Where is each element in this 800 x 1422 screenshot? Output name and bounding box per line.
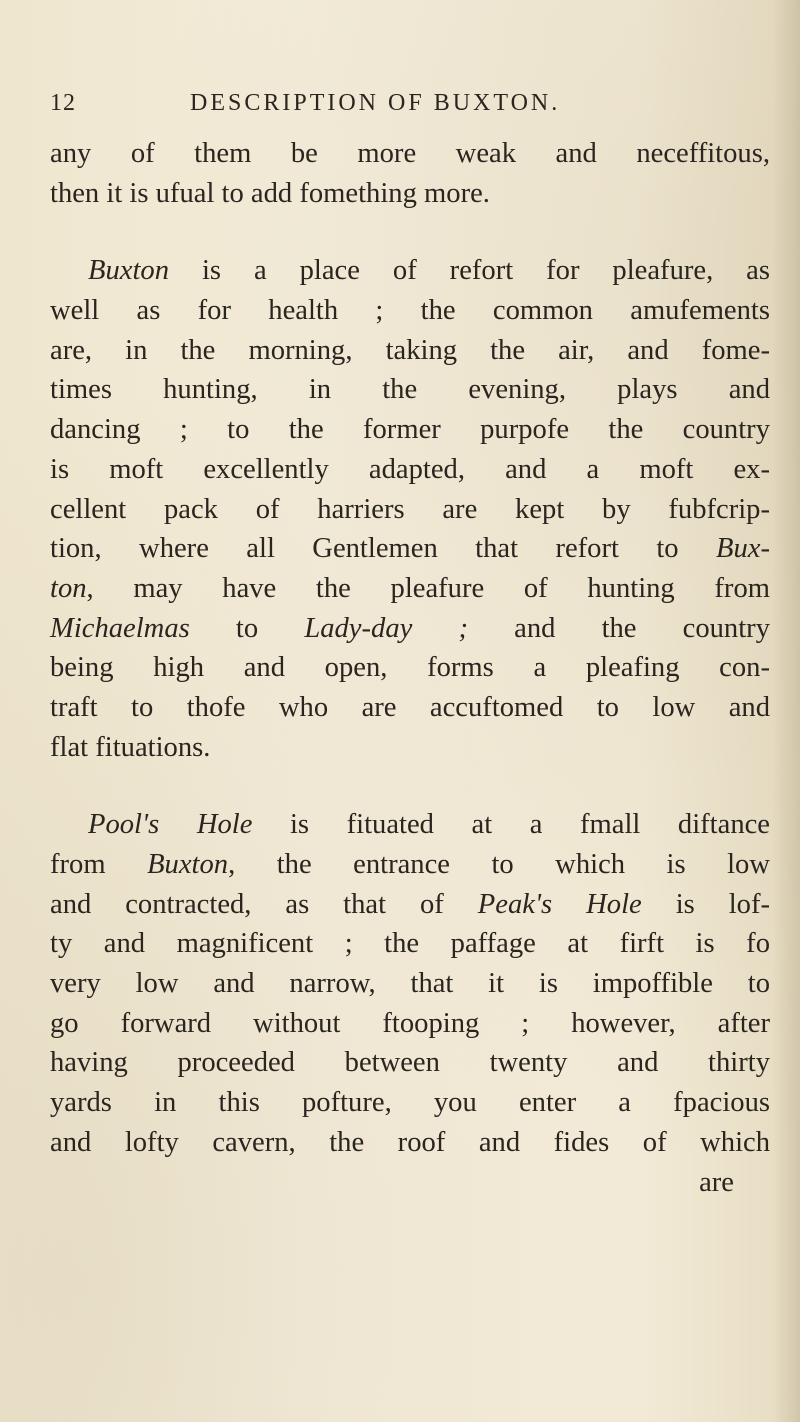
text-line: Pool's Hole is fituated at a fmall diftance [88,809,770,841]
page-number: 12 [50,90,76,116]
text-line: go forward without ftooping ; however, after [50,1007,770,1039]
text-line: traft to thofe who are accuftomed to low and [50,691,770,723]
text-line: ty and magnificent ; the paffage at firft is fo [50,928,770,960]
running-head: DESCRIPTION OF BUXTON. [190,90,561,116]
catchword: are [699,1166,734,1198]
text-line: well as for health ; the common amufements [50,295,770,327]
paragraph-3 [50,805,770,1162]
italic-text: Pool's Hole [88,809,253,841]
italic-text: Bux- [716,533,770,565]
text-line: flat fituations. [50,731,211,763]
text-line: having proceeded between twenty and thirty [50,1047,770,1079]
text-line: are, in the morning, taking the air, and fome- [50,334,770,366]
text-line: being high and open, forms a pleafing con- [50,652,770,684]
text-line: from Buxton, the entrance to which is low [50,849,770,880]
page-edge-shadow [772,0,800,1422]
text-line: then it is ufual to add fomething more. [50,177,490,209]
text-line: and contracted, as that of Peak's Hole is lof- [50,888,771,920]
italic-text: ton [50,572,87,604]
text-line: tion, where all Gentlemen that refort to Bux- [50,533,770,565]
paragraph-1 [50,134,770,213]
paragraph-2 [50,251,770,767]
text-line: cellent pack of harriers are kept by fubfcrip- [50,493,770,525]
text-line: dancing ; to the former purpofe the country [50,414,770,446]
italic-text: Lady-day ; [304,612,468,644]
text-line: ton, may have the pleafure of hunting from [50,572,770,604]
page-header [50,86,770,126]
text-line: is moft excellently adapted, and a moft ex- [50,453,770,485]
italic-text: Peak's Hole [477,888,642,920]
text-line: Michaelmas to Lady-day ; and the country [50,612,770,644]
italic-text: Buxton [147,849,229,880]
body-text [50,134,770,1202]
italic-text: Buxton [88,255,169,287]
italic-text: Michaelmas [50,612,190,644]
text-line: and lofty cavern, the roof and fides of which [50,1126,770,1158]
text-line: very low and narrow, that it is impoffible to [50,968,770,1000]
text-line: Buxton is a place of refort for pleafure, as [88,255,770,287]
text-line: times hunting, in the evening, plays and [50,374,770,406]
text-line: yards in this pofture, you enter a fpacious [50,1087,770,1119]
text-line: any of them be more weak and neceffitous, [50,138,770,169]
